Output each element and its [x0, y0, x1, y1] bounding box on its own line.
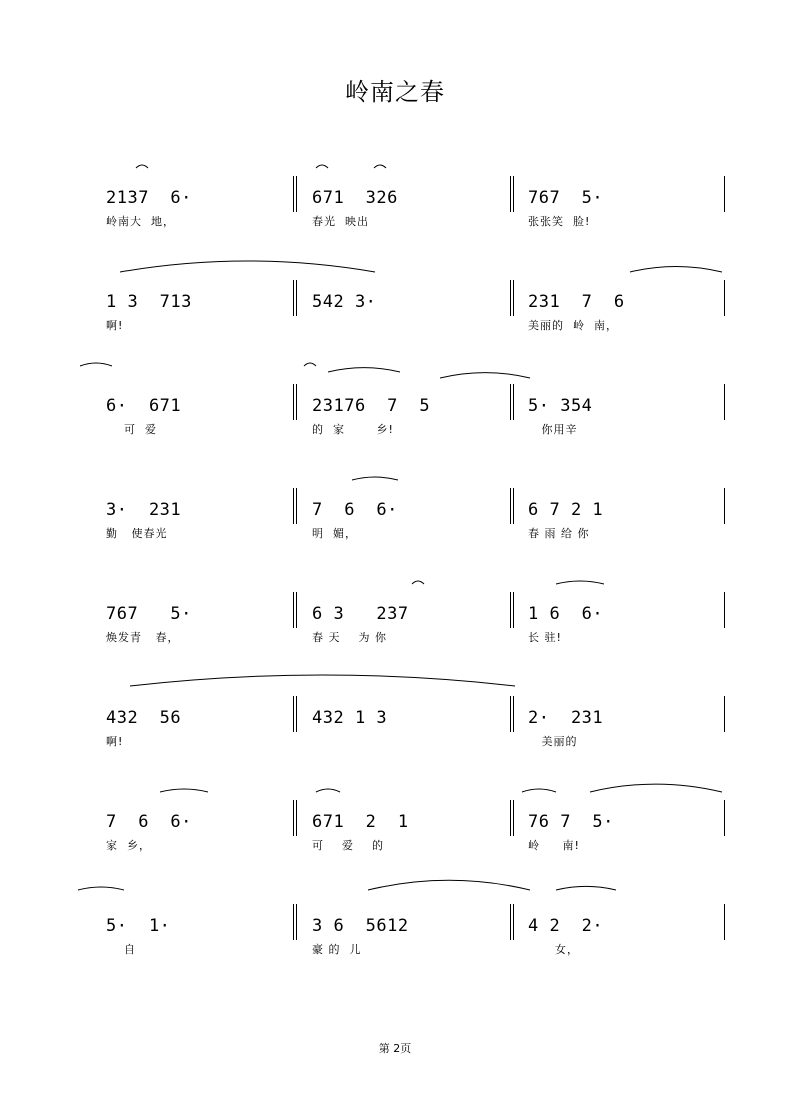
score-system	[0, 480, 790, 560]
measure	[312, 168, 542, 228]
measure	[528, 376, 758, 436]
note-group: 76 7 5·	[528, 812, 614, 832]
note-group: 4 2 2·	[528, 916, 604, 936]
lyric-text: 春光 映出	[312, 215, 369, 228]
note-group: 1 3 713	[106, 292, 192, 312]
slur-arc	[130, 675, 515, 686]
note-group: 231 7 6	[528, 292, 625, 312]
measure	[528, 792, 758, 852]
lyric-text: 岭 南!	[528, 839, 580, 852]
note-group: 5· 354	[528, 396, 593, 416]
note-group: 2· 231	[528, 708, 604, 728]
measure	[528, 896, 758, 956]
lyric-text: 美丽的	[528, 735, 578, 748]
lyric-text: 春 天 为 你	[312, 631, 387, 644]
measure	[106, 272, 336, 332]
lyric-text: 的 家 乡!	[312, 423, 394, 436]
note-group: 671 326	[312, 188, 398, 208]
score-system	[0, 168, 790, 248]
measure	[106, 376, 336, 436]
slur-arc	[590, 784, 722, 792]
note-group: 2137 6·	[106, 188, 192, 208]
slur-arc	[80, 363, 112, 366]
measure	[106, 896, 336, 956]
note-group: 7 6 6·	[106, 812, 192, 832]
note-group: 767 5·	[528, 188, 604, 208]
lyric-text: 美丽的 岭 南，	[528, 319, 618, 332]
lyric-text: 啊!	[106, 319, 124, 332]
slur-arc	[78, 887, 124, 890]
note-group: 23176 7 5	[312, 396, 431, 416]
note-group: 7 6 6·	[312, 500, 398, 520]
lyric-text: 张张笑 脸!	[528, 215, 591, 228]
slur-arc	[304, 363, 316, 366]
measure	[106, 792, 336, 852]
measure	[106, 688, 336, 748]
measure	[106, 584, 336, 644]
measure	[106, 168, 336, 228]
score-system	[0, 792, 790, 872]
note-group: 6· 671	[106, 396, 182, 416]
score-system	[0, 584, 790, 664]
page-number: 第 2页	[378, 1042, 412, 1055]
score-system	[0, 688, 790, 768]
note-group: 542 3·	[312, 292, 377, 312]
measure	[312, 584, 542, 644]
measure	[312, 896, 542, 956]
note-group: 6 7 2 1	[528, 500, 604, 520]
note-group: 432 56	[106, 708, 182, 728]
lyric-text: 女，	[528, 943, 579, 956]
lyric-text: 自	[106, 943, 136, 956]
lyric-text: 勤 使春光	[106, 527, 168, 540]
page-title: 岭南之春	[345, 78, 445, 106]
note-group: 1 6 6·	[528, 604, 604, 624]
measure	[528, 480, 758, 540]
measure	[312, 792, 542, 852]
measure	[528, 272, 758, 332]
note-group: 671 2 1	[312, 812, 409, 832]
lyric-text: 岭南大 地，	[106, 215, 175, 228]
measure	[528, 584, 758, 644]
lyric-text: 豪 的 儿	[312, 943, 362, 956]
score-system	[0, 376, 790, 456]
measure	[312, 688, 542, 748]
measure	[528, 168, 758, 228]
score-system	[0, 272, 790, 352]
note-group: 5· 1·	[106, 916, 171, 936]
slur-arc	[556, 886, 616, 890]
lyric-text: 可 爱	[106, 423, 157, 436]
lyric-text: 春 雨 给 你	[528, 527, 590, 540]
note-group: 767 5·	[106, 604, 192, 624]
measure	[312, 272, 542, 332]
note-group: 3· 231	[106, 500, 182, 520]
lyric-text: 可 爱 的	[312, 839, 384, 852]
slur-arc	[120, 261, 375, 272]
lyric-text: 家 乡，	[106, 839, 151, 852]
note-group: 432 1 3	[312, 708, 388, 728]
score-system	[0, 896, 790, 976]
measure	[528, 688, 758, 748]
measure	[312, 480, 542, 540]
slur-arc	[368, 880, 530, 890]
note-group: 6 3 237	[312, 604, 409, 624]
lyric-text: 明 媚，	[312, 527, 357, 540]
lyric-text: 啊!	[106, 735, 124, 748]
lyric-text: 长 驻!	[528, 631, 562, 644]
lyric-text: 你用辛	[528, 423, 578, 436]
measure	[312, 376, 542, 436]
note-group: 3 6 5612	[312, 916, 409, 936]
slur-arc	[328, 368, 400, 372]
measure	[106, 480, 336, 540]
lyric-text: 焕发青 春，	[106, 631, 180, 644]
